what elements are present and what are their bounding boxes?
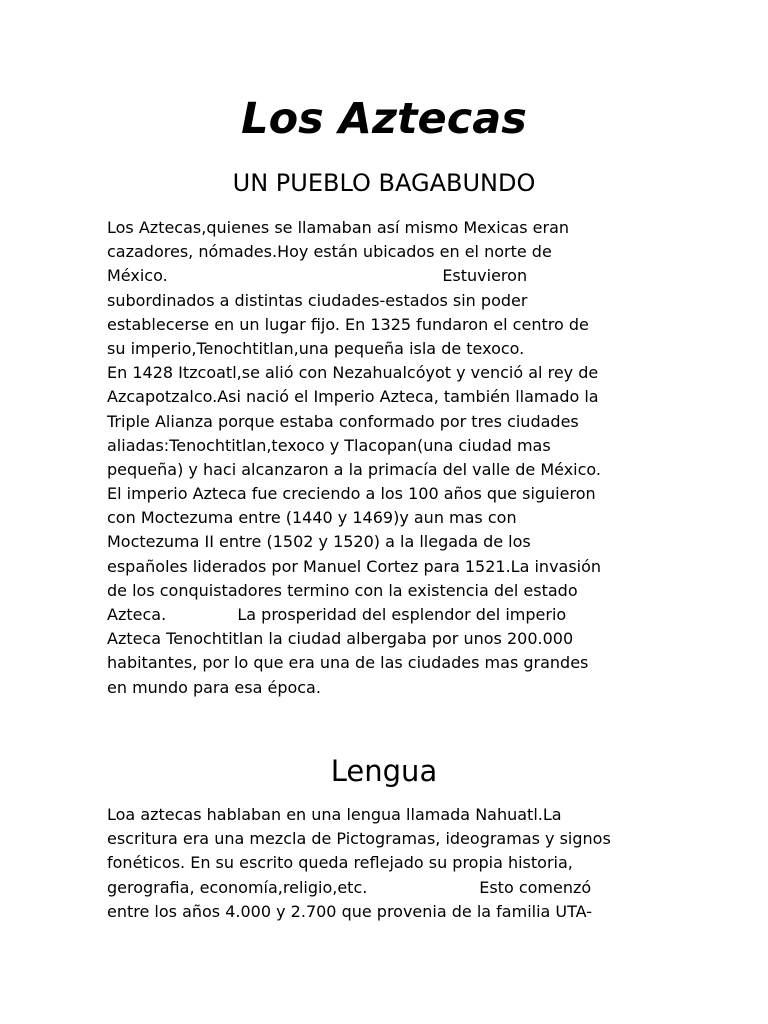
intro-line: su imperio,Tenochtitlan,una pequeña isla de texoco.: [107, 338, 525, 358]
intro-line: Azteca Tenochtitlan la ciudad albergaba por unos 200.000: [107, 629, 574, 649]
intro-line: aliadas:Tenochtitlan,texoco y Tlacopan(una ciudad mas: [107, 435, 551, 455]
intro-line: con Moctezuma entre (1440 y 1469)y aun mas con: [107, 508, 517, 528]
intro-line: subordinados a distintas ciudades-estados sin poder: [107, 290, 528, 310]
document-subtitle: UN PUEBLO BAGABUNDO: [232, 169, 536, 197]
lengua-line: escritura era una mezcla de Pictogramas, ideogramas y signos: [107, 829, 611, 849]
lengua-line: gerografia, economía,religio,etc. Esto comenzó: [107, 877, 592, 897]
intro-line: cazadores, nómades.Hoy están ubicados en el norte de: [107, 242, 552, 262]
intro-line: Los Aztecas,quienes se llamaban así mismo Mexicas eran: [107, 218, 570, 237]
intro-line: Azteca. La prosperidad del esplendor del imperio: [107, 605, 567, 624]
lengua-line: entre los años 4.000 y 2.700 que provenia de la familia UTA-: [107, 901, 593, 921]
intro-line: México. Estuvieron: [107, 266, 528, 286]
lengua-line: fonéticos. En su escrito queda reflejado su propia historia,: [107, 853, 573, 873]
lengua-paragraph: [107, 803, 663, 924]
intro-line: El imperio Azteca fue creciendo a los 100 años que siguieron: [107, 484, 596, 504]
intro-line: Azcapotzalco.Asi nació el Imperio Azteca, también llamado la: [107, 387, 599, 407]
lengua-line: Loa aztecas hablaban en una lengua llamada Nahuatl.La: [107, 805, 562, 824]
intro-line: habitantes, por lo que era una de las ciudades mas grandes: [107, 653, 589, 673]
intro-line: Moctezuma II entre (1502 y 1520) a la llegada de los: [107, 532, 531, 552]
intro-paragraph: [107, 216, 663, 700]
intro-line: en mundo para esa época.: [107, 677, 321, 697]
intro-line: pequeña) y haci alcanzaron a la primacía del valle de México.: [107, 459, 601, 479]
intro-line: de los conquistadores termino con la existencia del estado: [107, 580, 578, 600]
intro-line: establecerse en un lugar fijo. En 1325 fundaron el centro de: [107, 314, 589, 334]
intro-line: Triple Alianza porque estaba conformado por tres ciudades: [107, 411, 579, 431]
intro-line: españoles liderados por Manuel Cortez para 1521.La invasión: [107, 556, 602, 576]
document-title: Los Aztecas: [241, 94, 527, 144]
lengua-heading: Lengua: [330, 754, 438, 788]
intro-line: En 1428 Itzcoatl,se alió con Nezahualcóyot y venció al rey de: [107, 363, 599, 383]
